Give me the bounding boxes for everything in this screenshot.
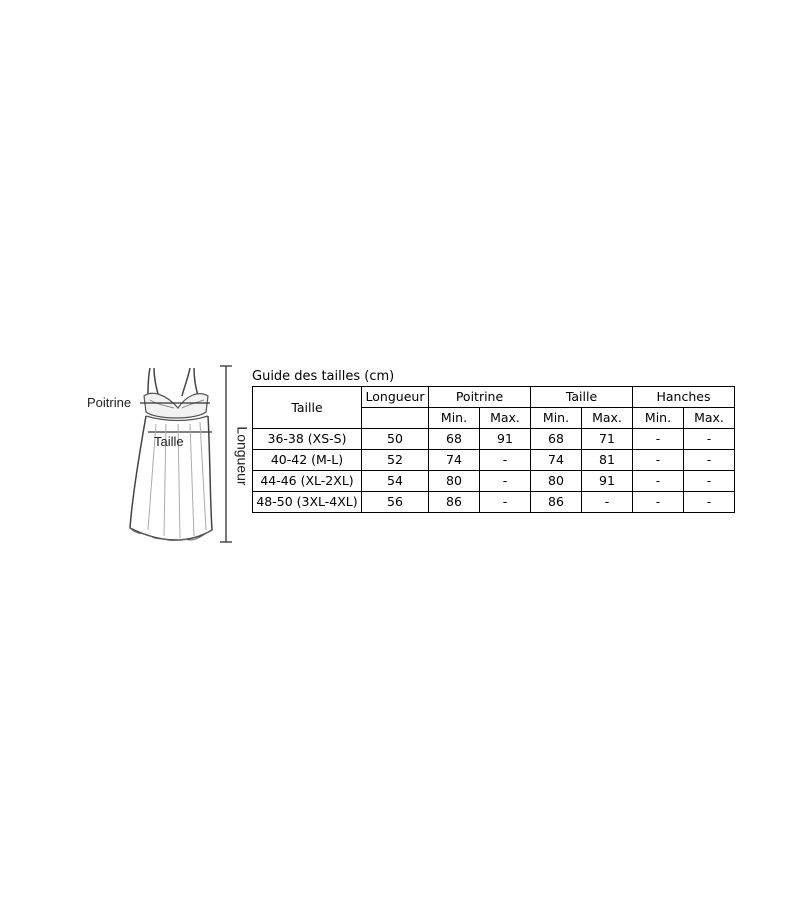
- hanches-max-cell: -: [684, 492, 735, 513]
- poitrine-label: Poitrine: [87, 395, 132, 410]
- longueur-label: Longueur: [234, 426, 251, 486]
- header-longueur: Longueur: [362, 387, 429, 408]
- header-taille: Taille: [253, 387, 362, 429]
- dress-sketch: [86, 360, 246, 550]
- size-guide: [252, 369, 735, 513]
- size-table: [252, 386, 735, 513]
- table-row: [253, 429, 735, 450]
- dress-illustration: [86, 360, 251, 550]
- header-taille-max: Max.: [582, 408, 633, 429]
- longueur-cell: 54: [362, 471, 429, 492]
- hanches-min-cell: -: [633, 471, 684, 492]
- header-poitrine-min: Min.: [429, 408, 480, 429]
- longueur-cell: 50: [362, 429, 429, 450]
- size-cell: 40-42 (M-L): [253, 450, 362, 471]
- longueur-cell: 56: [362, 492, 429, 513]
- poitrine-min-cell: 74: [429, 450, 480, 471]
- header-taille-min: Min.: [531, 408, 582, 429]
- taille-max-cell: 81: [582, 450, 633, 471]
- table-row: [253, 471, 735, 492]
- table-row: [253, 450, 735, 471]
- hanches-min-cell: -: [633, 450, 684, 471]
- poitrine-min-cell: 80: [429, 471, 480, 492]
- longueur-cell: 52: [362, 450, 429, 471]
- poitrine-max-cell: -: [480, 471, 531, 492]
- size-cell: 48-50 (3XL-4XL): [253, 492, 362, 513]
- hanches-max-cell: -: [684, 429, 735, 450]
- size-cell: 44-46 (XL-2XL): [253, 471, 362, 492]
- poitrine-max-cell: -: [480, 492, 531, 513]
- hanches-max-cell: -: [684, 471, 735, 492]
- header-longueur-empty: [362, 408, 429, 429]
- header-row-1: [253, 387, 735, 408]
- header-hanches-max: Max.: [684, 408, 735, 429]
- poitrine-max-cell: 91: [480, 429, 531, 450]
- taille-min-cell: 68: [531, 429, 582, 450]
- poitrine-max-cell: -: [480, 450, 531, 471]
- taille-max-cell: 71: [582, 429, 633, 450]
- taille-min-cell: 86: [531, 492, 582, 513]
- header-hanches: Hanches: [633, 387, 735, 408]
- taille-min-cell: 74: [531, 450, 582, 471]
- poitrine-min-cell: 68: [429, 429, 480, 450]
- size-cell: 36-38 (XS-S): [253, 429, 362, 450]
- taille-label: Taille: [154, 434, 184, 449]
- size-guide-title: Guide des tailles (cm): [252, 369, 395, 384]
- header-poitrine-max: Max.: [480, 408, 531, 429]
- hanches-min-cell: -: [633, 492, 684, 513]
- poitrine-min-cell: 86: [429, 492, 480, 513]
- table-row: [253, 492, 735, 513]
- hanches-max-cell: -: [684, 450, 735, 471]
- taille-max-cell: -: [582, 492, 633, 513]
- taille-min-cell: 80: [531, 471, 582, 492]
- header-taille-group: Taille: [531, 387, 633, 408]
- header-poitrine: Poitrine: [429, 387, 531, 408]
- taille-max-cell: 91: [582, 471, 633, 492]
- header-hanches-min: Min.: [633, 408, 684, 429]
- hanches-min-cell: -: [633, 429, 684, 450]
